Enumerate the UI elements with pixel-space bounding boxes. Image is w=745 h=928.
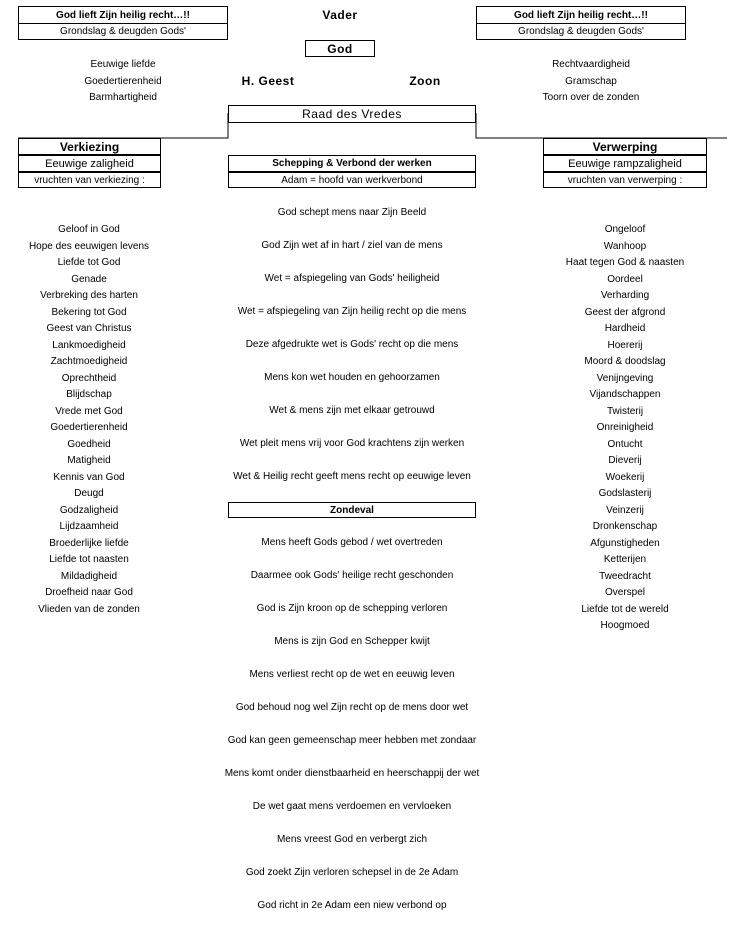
zondeval-item: God is Zijn kroon op de schepping verloren <box>256 603 448 614</box>
verkiezing-item: Verbreking des harten <box>40 290 138 301</box>
verwerping-item: Ketterijen <box>603 554 647 565</box>
zondeval-item: Mens is zijn God en Schepper kwijt <box>274 636 430 647</box>
verwerping-item: Liefde tot de wereld <box>581 603 669 615</box>
verwerping-item: Dronkenschap <box>592 521 658 532</box>
verkiezing-item: Droefheid naar God <box>45 587 133 598</box>
zondeval-item: God kan geen gemeenschap meer hebben met zondaar <box>227 735 477 746</box>
verwerping-item: Wanhoop <box>603 240 647 252</box>
verkiezing-item: Geest van Christus <box>46 323 132 334</box>
schepping-title: Schepping & Verbond der werken <box>272 158 432 169</box>
verwerping-item: Oordeel <box>607 273 643 285</box>
verwerping-item: Venijngeving <box>596 372 654 384</box>
zondeval-title: Zondeval <box>330 504 374 516</box>
god-label: God <box>327 41 353 56</box>
verkiezing-item: Liefde tot God <box>57 257 121 268</box>
verkiezing-item: Matigheid <box>67 455 111 466</box>
verkiezing-sub1: Eeuwige zaligheid <box>45 157 134 170</box>
zondeval-item: Mens komt onder dienstbaarheid en heerschappij der wet <box>224 768 480 779</box>
top-left-sub: Grondslag & deugden Gods' <box>60 26 186 37</box>
zondeval-box <box>228 502 476 518</box>
verwerping-item: Onreinigheid <box>596 422 654 433</box>
schepping-item: Wet & mens zijn met elkaar getrouwd <box>269 405 435 416</box>
geest-label: H. Geest <box>241 74 295 88</box>
top-right-title: God lieft Zijn heilig recht…!! <box>514 9 648 21</box>
verkiezing-item: Lijdzaamheid <box>59 521 119 532</box>
verwerping-item: Dieverij <box>608 455 642 466</box>
verwerping-item: Geest der afgrond <box>584 306 666 318</box>
top-left-title: God lieft Zijn heilig recht…!! <box>56 9 190 21</box>
zondeval-item: God behoud nog wel Zijn recht op de mens door wet <box>235 702 469 713</box>
zondeval-item: God zoekt Zijn verloren schepsel in de 2e Adam <box>245 867 459 878</box>
top-left-title-box <box>18 6 228 24</box>
schepping-title-box <box>228 155 476 172</box>
zondeval-item: Mens heeft Gods gebod / wet overtreden <box>261 537 443 548</box>
verwerping-item: Verharding <box>600 290 650 301</box>
zondeval-item: God richt in 2e Adam een niew verbond op <box>257 900 447 911</box>
raad-label: Raad des Vredes <box>302 107 402 121</box>
god-box <box>305 40 375 57</box>
verkiezing-item: Godzaligheid <box>59 504 119 516</box>
verwerping-item: Hoogmoed <box>600 620 650 631</box>
verkiezing-item: Bekering tot God <box>51 306 127 318</box>
verkiezing-item: Deugd <box>74 488 104 499</box>
verkiezing-item: Liefde tot naasten <box>49 554 129 565</box>
verkiezing-item: Vrede met God <box>55 405 123 417</box>
verwerping-item: Veinzerij <box>606 504 644 516</box>
verwerping-item: Moord & doodslag <box>584 356 666 367</box>
verkiezing-item: Genade <box>71 273 107 285</box>
verkiezing-item: Oprechtheid <box>61 372 117 384</box>
schepping-item: God Zijn wet af in hart / ziel van de mens <box>261 240 443 251</box>
zondeval-item: Mens vreest God en verbergt zich <box>276 834 428 845</box>
verkiezing-item: Broederlijke liefde <box>49 537 129 549</box>
verkiezing-title: Verkiezing <box>59 139 120 154</box>
schepping-item: Wet = afspiegeling van Zijn heilig recht op die mens <box>237 306 467 317</box>
zondeval-item: Daarmee ook Gods' heilige recht geschonden <box>250 570 454 581</box>
top-right-title-box <box>476 6 686 24</box>
schepping-item: Wet pleit mens vrij voor God krachtens zijn werken <box>239 438 465 449</box>
vader-label: Vader <box>322 8 358 22</box>
verwerping-item: Ongeloof <box>604 224 646 235</box>
verkiezing-item: Lankmoedigheid <box>52 339 126 351</box>
verkiezing-item: Zachtmoedigheid <box>50 356 128 367</box>
schepping-item: Mens kon wet houden en gehoorzamen <box>264 372 440 383</box>
verwerping-sub1: Eeuwige rampzaligheid <box>568 157 682 170</box>
verwerping-title-box <box>543 138 707 155</box>
schepping-item: Wet & Heilig recht geeft mens recht op eeuwige leven <box>233 471 471 482</box>
verwerping-item: Hoererij <box>607 339 643 351</box>
verwerping-item: Vijandschappen <box>589 389 661 400</box>
verwerping-item: Twisterij <box>606 405 644 417</box>
schepping-item: Deze afgedrukte wet is Gods' recht op die mens <box>245 339 459 350</box>
verwerping-item: Woekerij <box>605 471 645 483</box>
raad-box <box>228 105 476 123</box>
zondeval-item: Mens verliest recht op de wet en eeuwig leven <box>249 669 455 680</box>
verwerping-item: Haat tegen God & naasten <box>565 257 685 268</box>
verwerping-item: Godslasterij <box>598 488 652 499</box>
verkiezing-item: Hope des eeuwigen levens <box>28 240 150 252</box>
verwerping-item: Tweedracht <box>599 570 651 582</box>
left-attribute-item: Goedertierenheid <box>84 75 162 87</box>
top-right-sub-box <box>476 23 686 40</box>
verkiezing-item: Vlieden van de zonden <box>38 603 140 615</box>
verwerping-sub2-box <box>543 172 707 188</box>
verkiezing-sub1-box <box>18 155 161 172</box>
verkiezing-sub2-box <box>18 172 161 188</box>
verwerping-title: Verwerping <box>592 139 658 154</box>
top-right-sub: Grondslag & deugden Gods' <box>518 26 644 37</box>
verkiezing-item: Blijdschap <box>66 389 112 400</box>
verwerping-item: Afgunstigheden <box>590 537 660 549</box>
zoon-label: Zoon <box>409 74 441 88</box>
top-left-sub-box <box>18 23 228 40</box>
verkiezing-item: Geloof in God <box>58 224 120 235</box>
verkiezing-item: Goedheid <box>67 438 111 450</box>
verwerping-sub1-box <box>543 155 707 172</box>
verkiezing-item: Kennis van God <box>53 471 125 483</box>
schepping-sub: Adam = hoofd van werkverbond <box>281 174 423 186</box>
schepping-item: God schept mens naar Zijn Beeld <box>277 207 427 218</box>
left-attribute-item: Barmhartigheid <box>89 92 157 103</box>
verkiezing-sub2: vruchten van verkiezing : <box>34 174 145 186</box>
zondeval-item: De wet gaat mens verdoemen en vervloeken <box>252 801 452 812</box>
right-attribute-item: Toorn over de zonden <box>542 92 640 103</box>
verkiezing-item: Goedertierenheid <box>50 422 128 433</box>
schepping-sub-box <box>228 172 476 188</box>
verwerping-item: Ontucht <box>607 438 643 450</box>
right-attribute-item: Rechtvaardigheid <box>552 59 630 70</box>
schepping-item: Wet = afspiegeling van Gods' heiligheid <box>264 273 440 284</box>
left-attribute-item: Eeuwige liefde <box>90 59 156 70</box>
verkiezing-item: Mildadigheid <box>60 570 118 582</box>
verwerping-sub2: vruchten van verwerping : <box>567 174 683 186</box>
verwerping-item: Hardheid <box>604 323 646 334</box>
verkiezing-title-box <box>18 138 161 155</box>
verwerping-item: Overspel <box>604 587 646 598</box>
right-attribute-item: Gramschap <box>565 75 617 87</box>
